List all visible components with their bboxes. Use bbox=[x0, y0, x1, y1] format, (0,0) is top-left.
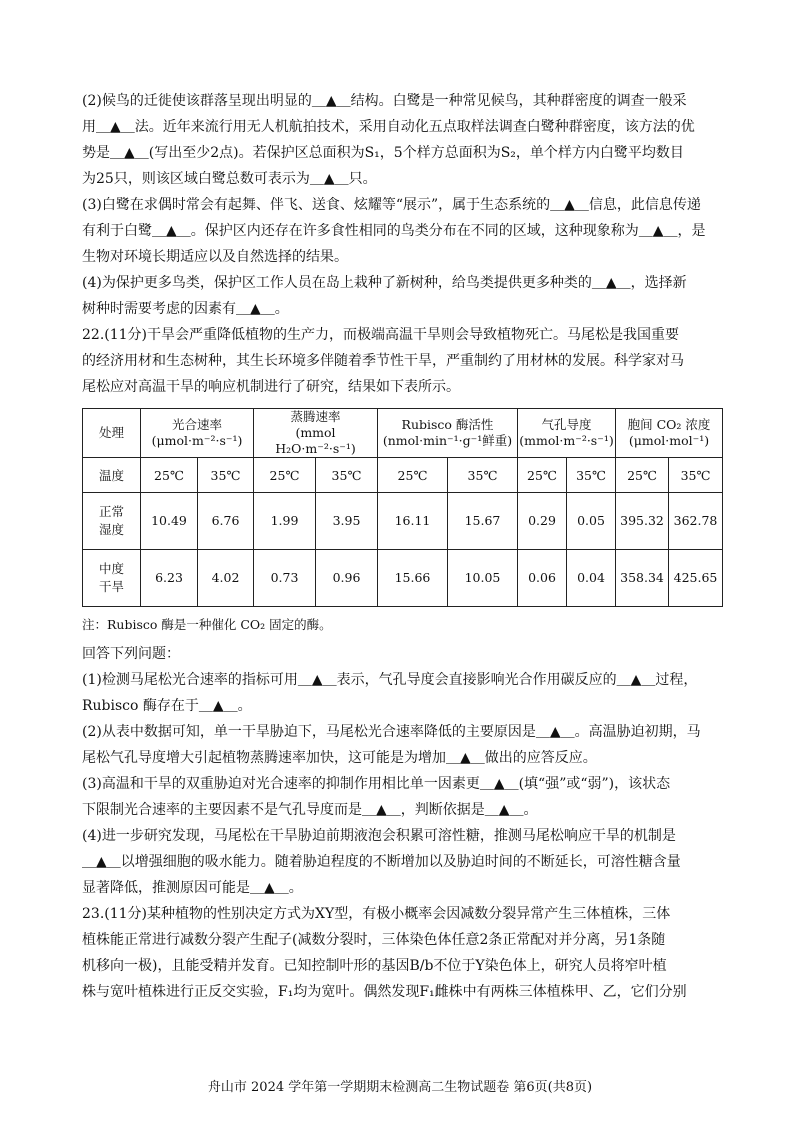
text-line: 下限制光合速率的主要因素不是气孔导度而是＿▲＿，判断依据是＿▲＿。 bbox=[82, 802, 538, 818]
text-line: 势是＿▲＿(写出至少2点)。若保护区总面积为S₁，5个样方总面积为S₂，单个样方内白鹭平均数目 bbox=[82, 145, 684, 161]
temp-cell: 25℃ bbox=[254, 458, 316, 493]
temp-cell: 25℃ bbox=[141, 458, 198, 493]
value-cell: 1.99 bbox=[254, 493, 316, 550]
value-cell: 6.76 bbox=[198, 493, 254, 550]
text-line: (1)检测马尾松光合速率的指标可用＿▲＿表示，气孔导度会直接影响光合作用碳反应的＿▲＿过程， bbox=[82, 672, 698, 688]
temp-cell: 25℃ bbox=[378, 458, 448, 493]
value-cell: 0.04 bbox=[567, 550, 616, 607]
row-label-cell: 中度 干旱 bbox=[83, 550, 141, 607]
value-cell: 0.96 bbox=[316, 550, 378, 607]
text-line: (2)从表中数据可知，单一干旱胁迫下，马尾松光合速率降低的主要原因是＿▲＿。高温胁迫初期，马 bbox=[82, 724, 701, 740]
text-line: 尾松应对高温干旱的响应机制进行了研究，结果如下表所示。 bbox=[82, 379, 460, 395]
temp-cell: 35℃ bbox=[198, 458, 254, 493]
data-table bbox=[82, 408, 723, 607]
header-row bbox=[83, 409, 723, 458]
value-cell: 10.49 bbox=[141, 493, 198, 550]
text-line: ＿▲＿以增强细胞的吸水能力。随着胁迫程度的不断增加以及胁迫时间的不断延长，可溶性糖含量 bbox=[82, 854, 681, 870]
question-22-text: 22.(11分)干旱会严重降低植物的生产力，而极端高温干旱则会导致植物死亡。马尾松是我国重要 bbox=[82, 327, 680, 343]
intro-text bbox=[82, 88, 722, 400]
header-cell: 蒸腾速率 (mmol H₂O·m⁻²·s⁻¹) bbox=[254, 409, 378, 458]
value-cell: 10.05 bbox=[448, 550, 518, 607]
value-cell: 425.65 bbox=[669, 550, 723, 607]
text-line: 显著降低，推测原因可能是＿▲＿。 bbox=[82, 880, 303, 896]
table-note: 注：Rubisco 酶是一种催化 CO₂ 固定的酶。 bbox=[82, 617, 332, 632]
value-cell: 4.02 bbox=[198, 550, 254, 607]
value-cell: 15.67 bbox=[448, 493, 518, 550]
value-cell: 362.78 bbox=[669, 493, 723, 550]
value-cell: 0.05 bbox=[567, 493, 616, 550]
text-line: (2)候鸟的迁徙使该群落呈现出明显的＿▲＿结构。白鹭是一种常见候鸟，其种群密度的调查一般采 bbox=[82, 93, 687, 109]
text-line: (4)进一步研究发现，马尾松在干旱胁迫前期液泡会积累可溶性糖，推测马尾松响应干旱的机制是 bbox=[82, 828, 676, 844]
header-cell: Rubisco 酶活性 (nmol·min⁻¹·g⁻¹鲜重) bbox=[378, 409, 518, 458]
temp-cell: 25℃ bbox=[616, 458, 669, 493]
text-line: 尾松气孔导度增大引起植物蒸腾速率加快，这可能是为增加＿▲＿做出的应答反应。 bbox=[82, 750, 597, 766]
row-label-cell: 正常 湿度 bbox=[83, 493, 141, 550]
temp-cell: 35℃ bbox=[316, 458, 378, 493]
header-cell: 光合速率 (μmol·m⁻²·s⁻¹) bbox=[141, 409, 254, 458]
temp-cell: 25℃ bbox=[518, 458, 567, 493]
temperature-row bbox=[83, 458, 723, 493]
value-cell: 0.29 bbox=[518, 493, 567, 550]
value-cell: 16.11 bbox=[378, 493, 448, 550]
text-line: (3)白鹭在求偶时常会有起舞、伴飞、送食、炫耀等“展示”，属于生态系统的＿▲＿信息，此信息传递 bbox=[82, 197, 701, 213]
text-line: 的经济用材和生态树种，其生长环境多伴随着季节性干旱，严重制约了用材林的发展。科学家对马 bbox=[82, 353, 684, 369]
value-cell: 0.06 bbox=[518, 550, 567, 607]
value-cell: 6.23 bbox=[141, 550, 198, 607]
value-cell: 3.95 bbox=[316, 493, 378, 550]
table-row bbox=[83, 550, 723, 607]
question-23-text: 23.(11分)某种植物的性别决定方式为XY型，有极小概率会因减数分裂异常产生三体植株，三体 bbox=[82, 906, 671, 922]
temp-cell: 35℃ bbox=[669, 458, 723, 493]
text-line: (4)为保护更多鸟类，保护区工作人员在岛上栽种了新树种，给鸟类提供更多种类的＿▲＿，选择新 bbox=[82, 275, 687, 291]
value-cell: 395.32 bbox=[616, 493, 669, 550]
text-line: 植株能正常进行减数分裂产生配子(减数分裂时，三体染色体任意2条正常配对并分离，另1条随 bbox=[82, 932, 666, 948]
header-cell: 气孔导度 (mmol·m⁻²·s⁻¹) bbox=[518, 409, 616, 458]
value-cell: 358.34 bbox=[616, 550, 669, 607]
temp-label-cell: 温度 bbox=[83, 458, 141, 493]
text-line: 生物对环境长期适应以及自然选择的结果。 bbox=[82, 249, 348, 265]
page-footer: 舟山市 2024 学年第一学期期末检测高二生物试题卷 第6页(共8页) bbox=[207, 1080, 593, 1095]
header-cell: 胞间 CO₂ 浓度 (μmol·mol⁻¹) bbox=[616, 409, 723, 458]
text-line: 株与宽叶植株进行正反交实验，F₁均为宽叶。偶然发现F₁雌株中有两株三体植株甲、乙，它们分别 bbox=[82, 984, 687, 1000]
text-line: 用＿▲＿法。近年来流行用无人机航拍技术，采用自动化五点取样法调查白鹭种群密度，该方法的优 bbox=[82, 119, 695, 135]
text-line: 为25只，则该区域白鹭总数可表示为＿▲＿只。 bbox=[82, 171, 377, 187]
page-content bbox=[82, 88, 722, 1005]
data-table-wrapper bbox=[82, 408, 722, 607]
text-line: 有利于白鹭＿▲＿。保护区内还存在许多食性相同的鸟类分布在不同的区域，这种现象称为＿▲＿，是 bbox=[82, 223, 706, 239]
text-line: 机移向一极)，且能受精并发育。已知控制叶形的基因B/b不位于Y染色体上，研究人员将窄叶植 bbox=[82, 958, 667, 974]
value-cell: 15.66 bbox=[378, 550, 448, 607]
temp-cell: 35℃ bbox=[567, 458, 616, 493]
after-text bbox=[82, 637, 722, 1005]
text-line: Rubisco 酶存在于＿▲＿。 bbox=[82, 698, 252, 714]
corner-cell: 处理 bbox=[83, 409, 141, 458]
temp-cell: 35℃ bbox=[448, 458, 518, 493]
text-line: 树种时需要考虑的因素有＿▲＿。 bbox=[82, 301, 289, 317]
text-line: 回答下列问题： bbox=[82, 646, 180, 662]
text-line: (3)高温和干旱的双重胁迫对光合速率的抑制作用相比单一因素更＿▲＿(填“强”或“弱”)，该状态 bbox=[82, 776, 671, 792]
value-cell: 0.73 bbox=[254, 550, 316, 607]
table-row bbox=[83, 493, 723, 550]
